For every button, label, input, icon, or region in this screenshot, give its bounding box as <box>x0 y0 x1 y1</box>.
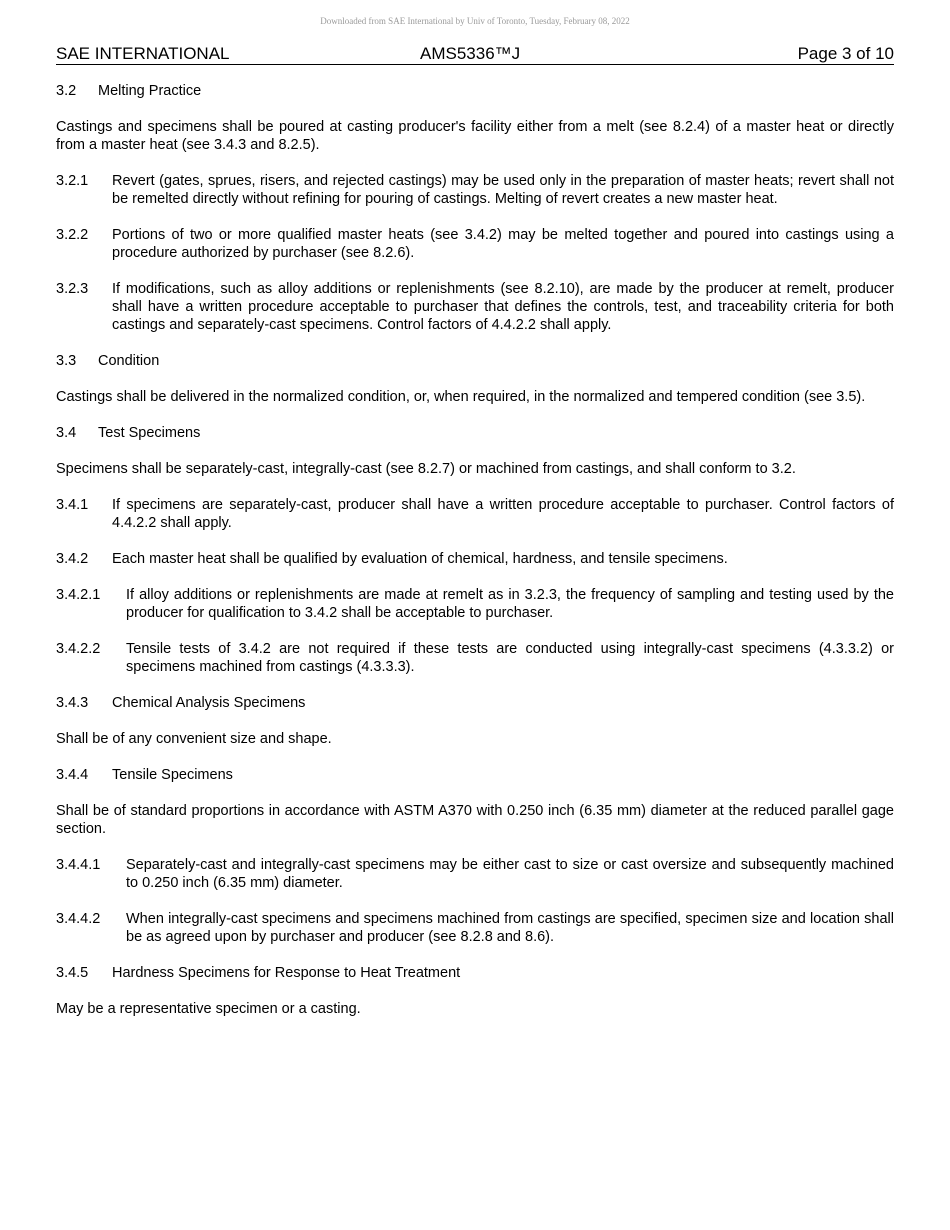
page-number: Page 3 of 10 <box>797 44 894 63</box>
clause-number: 3.2.3 <box>56 281 89 297</box>
publisher-name: SAE INTERNATIONAL <box>56 44 230 63</box>
document-number: AMS5336™J <box>420 44 521 63</box>
paragraph: Castings shall be delivered in the normalized condition, or, when required, in the normalized and tempered condition (see 3.5). <box>56 389 866 405</box>
clause-number: 3.2 <box>56 83 77 99</box>
download-watermark: Downloaded from SAE International by Univ of Toronto, Tuesday, February 08, 2022 <box>320 16 630 26</box>
page-header <box>56 44 894 65</box>
document-body <box>56 82 894 1036</box>
clause-text: Tensile Specimens <box>112 767 233 783</box>
clause-text: Condition <box>98 353 160 369</box>
numbered-clause <box>56 640 894 676</box>
numbered-clause <box>56 856 894 892</box>
clause-text: Separately-cast and integrally-cast specimens may be either cast to size or cast oversize and subsequently machined to 0.250 inch (6.35 mm) diameter. <box>126 857 894 891</box>
clause-text: When integrally-cast specimens and specimens machined from castings are specified, specimen size and location shall be as agreed upon by purchaser and producer (see 8.2.8 and 8.6). <box>126 911 894 945</box>
subsection-heading <box>56 694 894 712</box>
clause-text: Hardness Specimens for Response to Heat Treatment <box>112 965 461 981</box>
clause-number: 3.4.4.1 <box>56 857 101 873</box>
numbered-clause <box>56 280 894 334</box>
numbered-clause <box>56 550 894 568</box>
numbered-clause <box>56 586 894 622</box>
clause-text: Revert (gates, sprues, risers, and rejected castings) may be used only in the preparation of master heats; revert shall not be remelted directly without refining for pouring of castings. Melting of revert creates a new master heat. <box>112 173 894 207</box>
clause-text: Tensile tests of 3.4.2 are not required if these tests are conducted using integrally-cast specimens (4.3.3.2) or specimens machined from castings (4.3.3.3). <box>126 641 894 675</box>
clause-text: Test Specimens <box>98 425 201 441</box>
clause-number: 3.4.5 <box>56 965 89 981</box>
clause-number: 3.4.1 <box>56 497 89 513</box>
paragraph: Castings and specimens shall be poured at casting producer's facility either from a melt (see 8.2.4) of a master heat or directly from a master heat (see 3.4.3 and 8.2.5). <box>56 119 894 153</box>
clause-number: 3.2.2 <box>56 227 89 243</box>
subsection-heading <box>56 766 894 784</box>
numbered-clause <box>56 172 894 208</box>
clause-text: If alloy additions or replenishments are made at remelt as in 3.2.3, the frequency of sampling and testing used by the producer for qualification to 3.4.2 shall be acceptable to purchaser. <box>126 587 894 621</box>
subsection-heading <box>56 964 894 982</box>
clause-text: Portions of two or more qualified master heats (see 3.4.2) may be melted together and poured into castings using a procedure authorized by purchaser (see 8.2.6). <box>112 227 894 261</box>
clause-number: 3.4.2.2 <box>56 641 101 657</box>
clause-text: If modifications, such as alloy additions or replenishments (see 8.2.10), are made by the producer at remelt, producer shall have a written procedure acceptable to purchaser that defines the controls, test, and traceability criteria for both castings and separately-cast specimens. Control factors of 4.4.2.2 shall apply. <box>112 281 894 333</box>
paragraph: Shall be of any convenient size and shape. <box>56 731 332 747</box>
paragraph: Shall be of standard proportions in accordance with ASTM A370 with 0.250 inch (6.35 mm) diameter at the reduced parallel gage section. <box>56 803 894 837</box>
clause-text: Each master heat shall be qualified by evaluation of chemical, hardness, and tensile specimens. <box>112 551 728 567</box>
section-heading <box>56 82 894 100</box>
numbered-clause <box>56 496 894 532</box>
clause-number: 3.3 <box>56 353 77 369</box>
clause-number: 3.2.1 <box>56 173 89 189</box>
clause-number: 3.4.3 <box>56 695 89 711</box>
clause-text: Chemical Analysis Specimens <box>112 695 306 711</box>
numbered-clause <box>56 226 894 262</box>
section-heading <box>56 352 894 370</box>
paragraph: May be a representative specimen or a casting. <box>56 1001 361 1017</box>
clause-number: 3.4.2 <box>56 551 89 567</box>
clause-text: Melting Practice <box>98 83 202 99</box>
numbered-clause <box>56 910 894 946</box>
clause-text: If specimens are separately-cast, producer shall have a written procedure acceptable to purchaser. Control factors of 4.4.2.2 shall apply. <box>112 497 894 531</box>
clause-number: 3.4.4.2 <box>56 911 101 927</box>
clause-number: 3.4.2.1 <box>56 587 101 603</box>
clause-number: 3.4.4 <box>56 767 89 783</box>
paragraph: Specimens shall be separately-cast, integrally-cast (see 8.2.7) or machined from castings, and shall conform to 3.2. <box>56 461 796 477</box>
section-heading <box>56 424 894 442</box>
clause-number: 3.4 <box>56 425 77 441</box>
